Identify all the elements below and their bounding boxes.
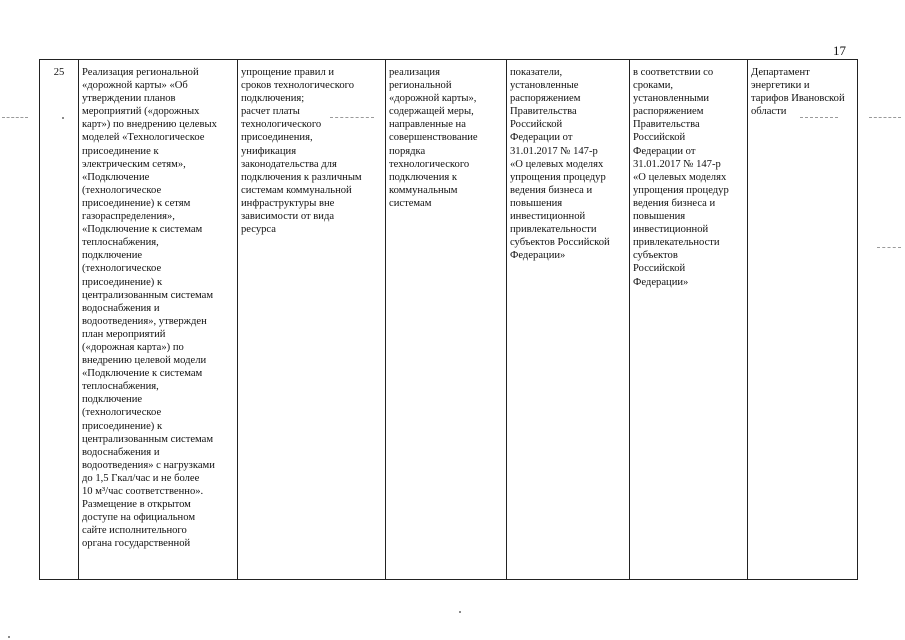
- row-number: 25: [53, 67, 65, 78]
- scan-mark-inline-2: [800, 117, 838, 118]
- measures-table: [39, 59, 858, 580]
- scan-dot: [8, 636, 10, 638]
- responsible-text: Департамент энергетики и тарифов Ивановской области: [751, 67, 845, 118]
- scan-mark-left: [2, 117, 28, 118]
- measure-cell: [79, 60, 238, 580]
- result-text: реализация региональной «дорожной карты», содержащей меры, направленные на совершенствование порядка технологического подключения к коммунальным системам: [389, 67, 478, 209]
- indicators-text: показатели, установленные распоряжением Правительства Российской Федерации от 31.01.2017 № 147-р «О целевых моделях упрощения процедур ведения бизнеса и повышения инвестиционной привлекательности субъектов Российской Федерации»: [510, 67, 610, 262]
- page-number: 17: [833, 43, 846, 58]
- scan-dot: [459, 611, 461, 613]
- goal-text: упрощение правил и сроков технологического подключения; расчет платы технологического присоединения, унификация законодательства для подключения к различным системам коммунальной инфраструктуры вне зависимости от вида ресурса: [241, 67, 362, 236]
- measure-text: Реализация региональной «дорожной карты» «Об утверждении планов мероприятий («дорожных карт») по внедрению целевых моделей «Технологическое присоединение к электрическим сетям», «Подключение (технологическое присоединение) к сетям газораспределения», «Подключение к системам теплоснабжения, подключение (технологическое присоединение) к централизованным системам водоснабжения и водоотведения», утвержден план мероприятий («дорожная карта») по внедрению целевой модели «Подключение к системам теплоснабжения, подключение (технологическое присоединение) к централизованным системам водоснабжения и водоотведения» с нагрузками до 1,5 Гкал/час и не более 10 м³/час соответственно». Размещение в открытом доступе на официальном сайте исполнительного органа государственной: [82, 67, 217, 550]
- goal-cell: [238, 60, 386, 580]
- scan-mark-right: [869, 117, 901, 118]
- row-number-cell: [40, 60, 79, 580]
- result-cell: [386, 60, 507, 580]
- deadline-cell: [630, 60, 748, 580]
- indicators-cell: [507, 60, 630, 580]
- scan-mark-inline: [330, 117, 374, 118]
- scan-mark-right-lower: [877, 247, 901, 248]
- responsible-cell: [748, 60, 858, 580]
- table-row: [40, 60, 858, 580]
- scan-dot: [62, 117, 64, 119]
- deadline-text: в соответствии со сроками, установленными распоряжением Правительства Российской Федерации от 31.01.2017 № 147-р «О целевых моделях упрощения процедур ведения бизнеса и повышения инвестиционной привлекательности субъектов Российской Федерации»: [633, 67, 729, 288]
